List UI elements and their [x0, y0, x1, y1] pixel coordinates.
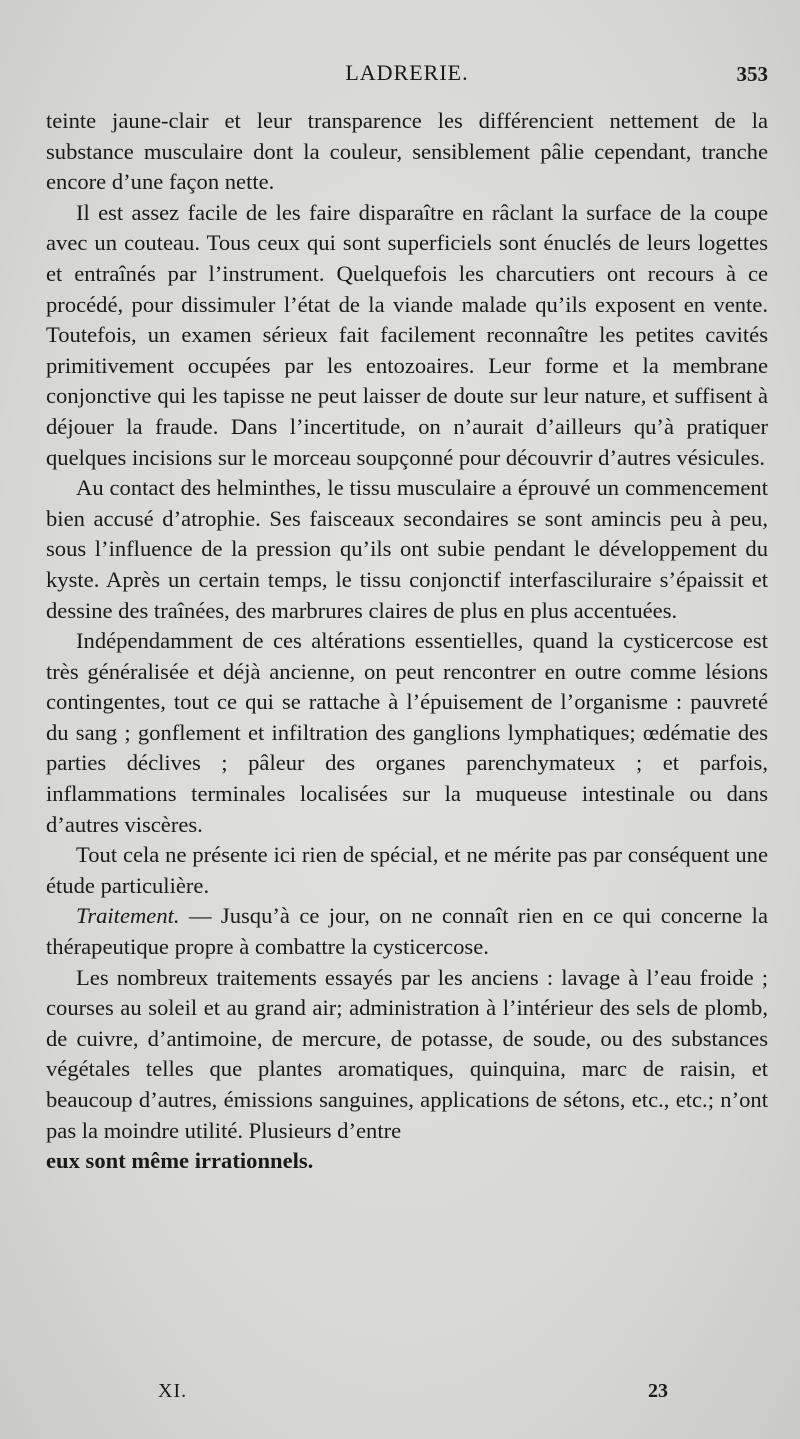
running-title: LADRERIE. — [345, 60, 469, 85]
traitement-text: — Jusqu’à ce jour, on ne connaît rien en ce qui concerne la thérapeutique propre à combattre la cysticercose. — [46, 903, 768, 960]
paragraph-traitement — [46, 901, 768, 962]
traitement-heading: Traitement. — [76, 903, 180, 929]
page-footer — [46, 1380, 768, 1408]
paragraph-conclusion: Tout cela ne présente ici rien de spécial, et ne mérite pas par conséquent une étude particulière. — [46, 842, 768, 898]
page-number: 353 — [736, 62, 768, 86]
paragraph-atrophy: Au contact des helminthes, le tissu musculaire a éprouvé un commencement bien accusé d’atrophie. Ses faisceaux secondaires se sont amincis peu à peu, sous l’influence de la pression qu’ils ont subie pendant le développement du kyste. Après un certain temps, le tissu conjonctif interfasciluraire s’épaissit et dessine des traînées, des marbrures claires de plus en plus accentuées. — [46, 475, 768, 623]
signature-mark: XI. — [158, 1380, 188, 1402]
paragraph-continuation: teinte jaune-clair et leur transparence les différencient nettement de la substance musculaire dont la couleur, sensiblement pâlie cependant, tranche encore d’une façon nette. — [46, 108, 768, 195]
body-text — [46, 106, 768, 1177]
running-head — [46, 60, 768, 90]
signature-number: 23 — [648, 1380, 668, 1402]
paragraph-removal: Il est assez facile de les faire disparaître en râclant la surface de la coupe avec un couteau. Tous ceux qui sont superficiels sont énuclés de leurs logettes et entraînés par l’instrument. Quelquefois les charcutiers ont recours à ce procédé, pour dissimuler l’état de la viande malade qu’ils exposent en vente. Toutefois, un examen sérieux fait facilement reconnaître les petites cavités primitivement occupées par les entozoaires. Leur forme et la membrane conjonctive qui les tapisse ne peut laisser de doute sur leur nature, et suffisent à déjouer la fraude. Dans l’incertitude, on n’aurait d’ailleurs qu’à pratiquer quelques incisions sur le morceau soupçonné pour découvrir d’autres vésicules. — [46, 199, 768, 470]
treatments-text: Les nombreux traitements essayés par les anciens : lavage à l’eau froide ; courses au soleil et au grand air; administration à l’intérieur des sels de plomb, de cuivre, d’antimoine, de mercure, de potasse, de soude, ou des substances végétales telles que plantes aromatiques, quinquina, marc de raisin, et beaucoup d’autres, émissions sanguines, applications de sétons, etc., etc.; n’ont pas la moindre utilité. Plusieurs d’entre — [46, 964, 768, 1143]
treatments-final-line: eux sont même irrationnels. — [46, 1148, 314, 1174]
paragraph-treatments — [46, 963, 768, 1177]
paragraph-lesions: Indépendamment de ces altérations essentielles, quand la cysticercose est très généralisée et déjà ancienne, on peut rencontrer en outre comme lésions contingentes, tout ce qui se rattache à l’épuisement de l’organisme : pauvreté du sang ; gonflement et infiltration des ganglions lymphatiques; œdématie des parties déclives ; pâleur des organes parenchymateux ; et parfois, inflammations terminales localisées sur la muqueuse intestinale ou dans d’autres viscères. — [46, 628, 768, 837]
